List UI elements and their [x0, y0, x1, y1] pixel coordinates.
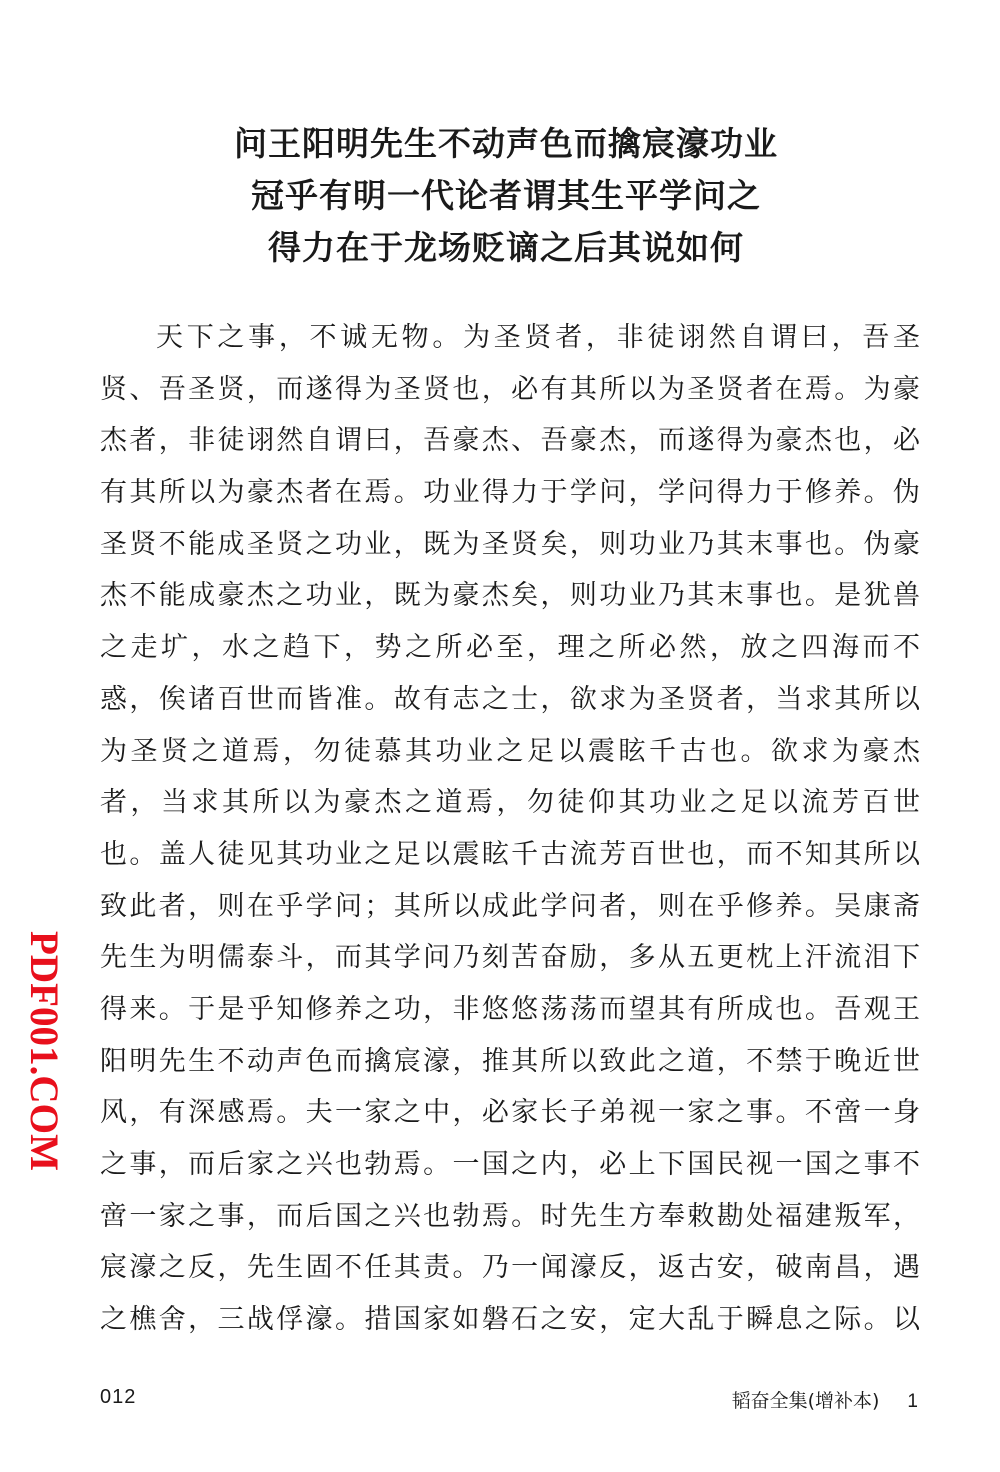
book-title: 韬奋全集(增补本): [731, 1390, 880, 1412]
watermark: [14, 928, 74, 1178]
body-line: 圣贤不能成圣贤之功业，既为圣贤矣，则功业乃其末事也。伪豪: [100, 528, 920, 560]
body-line: 有其所以为豪杰者在焉。功业得力于学问，学问得力于修养。伪: [100, 477, 920, 509]
body-line: 阳明先生不动声色而擒宸濠，推其所以致此之道，不禁于晚近世: [100, 1045, 920, 1077]
volume-number: 1: [907, 1391, 918, 1412]
body-line: 之走圹，水之趋下，势之所必至，理之所必然，放之四海而不: [100, 632, 920, 664]
body-line: 惑，俟诸百世而皆准。故有志之士，欲求为圣贤者，当求其所以: [100, 683, 920, 715]
body-line: 之事，而后家之兴也勃焉。一国之内，必上下国民视一国之事不: [100, 1149, 920, 1180]
watermark-svg: [14, 928, 74, 1178]
running-footer: [732, 1386, 918, 1413]
body-line: 也。盖人徒见其功业之足以震眩千古流芳百世也，而不知其所以: [100, 838, 920, 870]
body-line: 宸濠之反，先生固不任其责。乃一闻濠反，返古安，破南昌，遇: [100, 1252, 920, 1284]
body-line: 之樵舍，三战俘濠。措国家如磐石之安，定大乱于瞬息之际。以: [100, 1304, 920, 1336]
title-line-2: 冠乎有明一代论者谓其生平学问之: [251, 176, 761, 215]
body-line: 为圣贤之道焉，勿徒慕其功业之足以震眩千古也。欲求为豪杰: [100, 735, 920, 767]
watermark-text: PDF001.COM: [22, 931, 67, 1177]
body-line: 风，有深感焉。夫一家之中，必家长子弟视一家之事。不啻一身: [100, 1097, 920, 1129]
essay-body: [100, 312, 920, 1346]
body-line: 者，当求其所以为豪杰之道焉，勿徒仰其功业之足以流芳百世: [100, 787, 920, 819]
body-line: 啻一家之事，而后国之兴也勃焉。时先生方奉敕勘处福建叛军，: [100, 1200, 920, 1232]
page-code: 012: [100, 1386, 137, 1408]
body-line: 天下之事，不诚无物。为圣贤者，非徒诩然自谓曰，吾圣: [156, 322, 920, 353]
body-line: 致此者，则在乎学问；其所以成此学问者，则在乎修养。吴康斋: [100, 890, 920, 922]
body-line: 杰者，非徒诩然自谓曰，吾豪杰、吾豪杰，而遂得为豪杰也，必: [100, 425, 920, 457]
body-line: 先生为明儒泰斗，而其学问乃刻苦奋励，多从五更枕上汗流泪下: [100, 942, 920, 974]
body-line: 杰不能成豪杰之功业，既为豪杰矣，则功业乃其末事也。是犹兽: [100, 580, 920, 612]
title-line-3: 得力在于龙场贬谪之后其说如何: [268, 228, 744, 267]
body-line: 贤、吾圣贤，而遂得为圣贤也，必有其所以为圣贤者在焉。为豪: [100, 373, 920, 405]
essay-title: [0, 118, 1000, 274]
title-line-1: 问王阳明先生不动声色而擒宸濠功业: [234, 124, 778, 163]
body-line: 得来。于是乎知修养之功，非悠悠荡荡而望其有所成也。吾观王: [100, 993, 920, 1025]
